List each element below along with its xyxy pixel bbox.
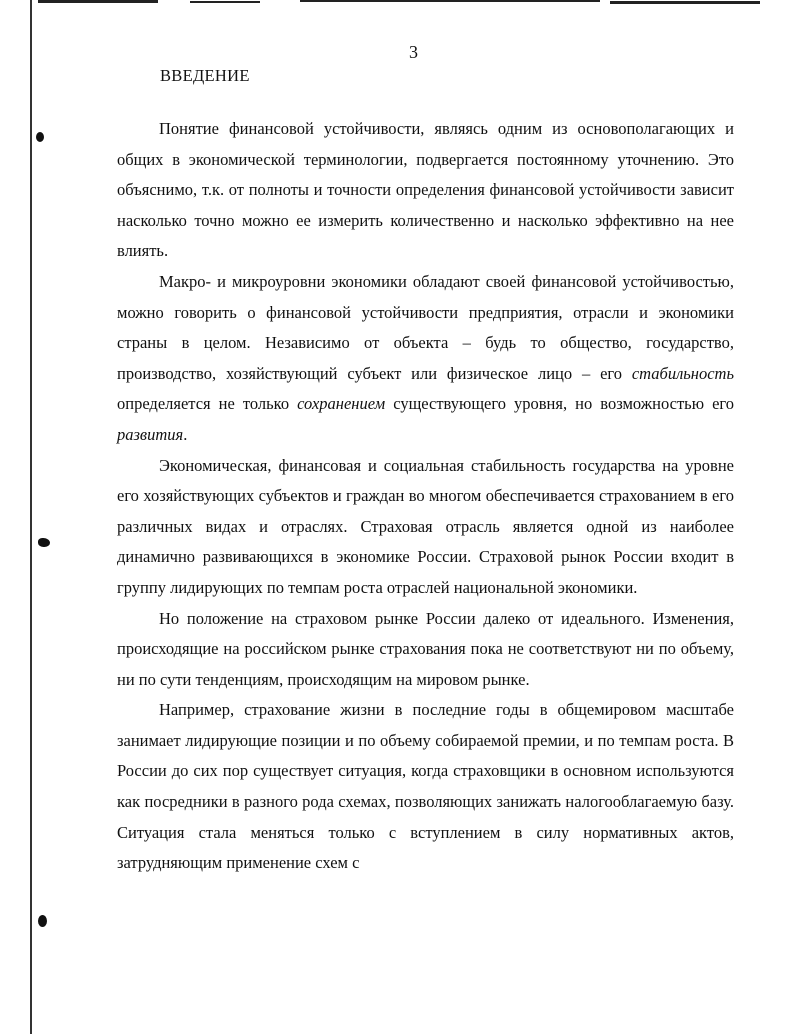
emphasis-development: развития — [117, 424, 184, 444]
scan-artifact-top — [190, 1, 260, 3]
paragraph-3: Экономическая, финансовая и социальная стабильность государства на уровне его хозяйствующих субъектов и граждан во многом обеспечивается страхованием в его различных видах и отраслях. Страховая отрасль является одной из наиболее динамично развивающихся в экономике России. Страховой рынок России входит в группу лидирующих по темпам роста отраслей национальной экономики. — [117, 455, 734, 597]
emphasis-stability: стабильность — [631, 363, 734, 383]
scan-artifact-top — [610, 1, 760, 4]
document-body — [117, 114, 734, 879]
paragraph-2-text: существующего уровня, но возможностью его — [385, 394, 735, 414]
scan-artifact-top — [300, 0, 600, 2]
paragraph-4: Но положение на страховом рынке России далеко от идеального. Изменения, происходящие на российском рынке страхования пока не соответствуют ни по объему, ни по сути тенденциям, происходящим на мировом рынке. — [117, 608, 734, 689]
scan-speck — [38, 538, 50, 547]
page-number: 3 — [409, 42, 418, 62]
scan-artifact-top — [38, 0, 158, 3]
scan-speck — [38, 915, 47, 927]
scan-left-border — [30, 0, 32, 1034]
paragraph-2-text: . — [183, 424, 188, 444]
paragraph-1: Понятие финансовой устойчивости, являясь одним из основополагающих и общих в экономической терминологии, подвергается постоянному уточнению. Это объяснимо, т.к. от полноты и точности определения финансовой устойчивости зависит насколько точно можно ее измерить количественно и насколько эффективно на нее влиять. — [117, 119, 734, 261]
scan-speck — [36, 132, 44, 142]
paragraph-2-text: Макро- и микроуровни экономики обладают своей финансовой устойчивостью, можно говорить о финансовой устойчивости предприятия, отрасли и экономики страны в целом. Независимо от объекта – будь то общество, государство, производство, хозяйствующий субъект или физическое лицо – его — [117, 271, 734, 383]
paragraph-2-text: определяется не только — [117, 394, 298, 414]
section-heading: ВВЕДЕНИЕ — [160, 66, 250, 85]
paragraph-5: Например, страхование жизни в последние годы в общемировом масштабе занимает лидирующие позиции и по объему собираемой премии, и по темпам роста. В России до сих пор существует ситуация, когда страховщики в основном используются как посредники в разного рода схемах, позволяющих занижать налогооблагаемую базу. Ситуация стала меняться только с вступлением в силу нормативных актов, затрудняющим применение схем с — [117, 700, 734, 873]
paragraph-2 — [117, 267, 734, 451]
emphasis-preservation: сохранением — [297, 394, 386, 414]
